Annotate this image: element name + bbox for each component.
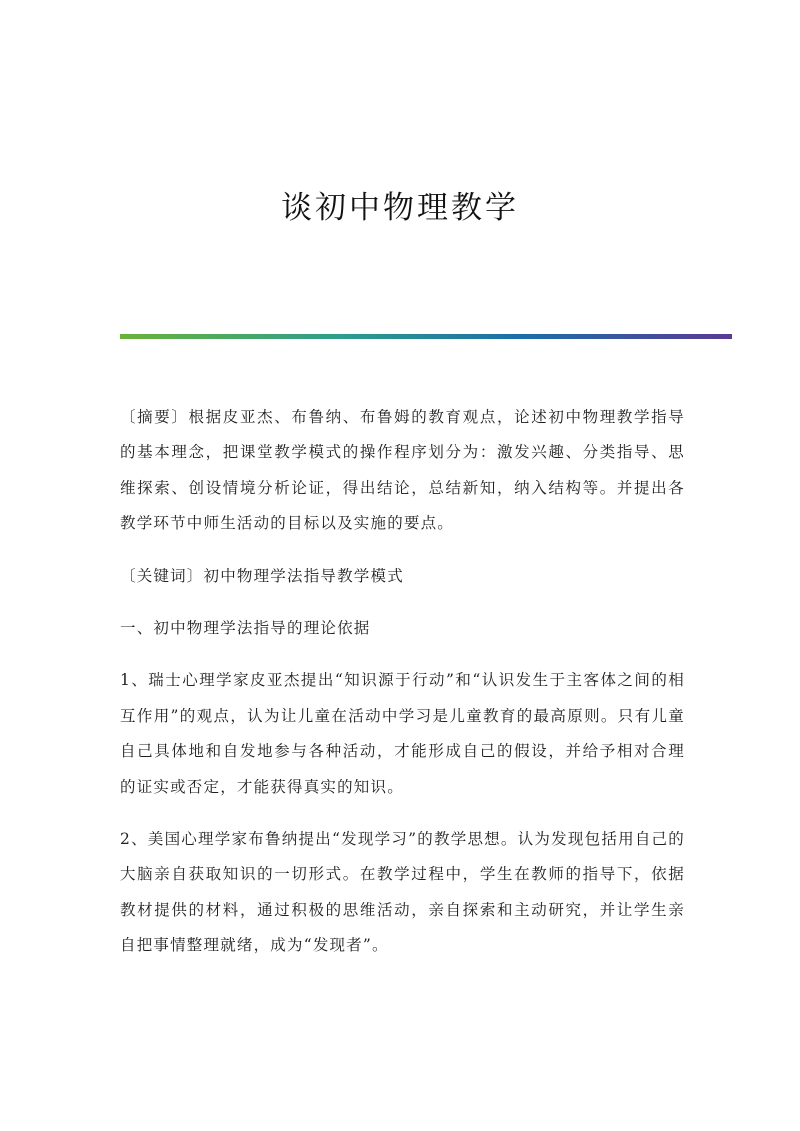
document-body bbox=[120, 400, 685, 981]
document-title: 谈初中物理教学 bbox=[281, 190, 519, 226]
keywords-paragraph: 〔关键词〕初中物理学法指导教学模式 bbox=[120, 566, 404, 585]
body-paragraph: 1、瑞士心理学家皮亚杰提出“知识源于行动”和“认识发生于主客体之间的相互作用”的观点，认为让儿童在活动中学习是儿童教育的最高原则。只有儿童自己具体地和自发地参与各种活动，才能形成自己的假设，并给予相对合理的证实或否定，才能获得真实的知识。 bbox=[120, 671, 685, 796]
title-divider bbox=[120, 334, 732, 339]
section-heading: 一、初中物理学法指导的理论依据 bbox=[120, 619, 371, 638]
body-paragraph: 2、美国心理学家布鲁纳提出“发现学习”的教学思想。认为发现包括用自己的大脑亲自获取知识的一切形式。在教学过程中，学生在教师的指导下，依据教材提供的材料，通过积极的思维活动，亲自探索和主动研究，并让学生亲自把事情整理就绪，成为“发现者”。 bbox=[120, 830, 685, 955]
abstract-paragraph: 〔摘要〕根据皮亚杰、布鲁纳、布鲁姆的教育观点，论述初中物理教学指导的基本理念，把课堂教学模式的操作程序划分为：激发兴趣、分类指导、思维探索、创设情境分析论证，得出结论，总结新知，纳入结构等。并提出各教学环节中师生活动的目标以及实施的要点。 bbox=[120, 408, 685, 533]
